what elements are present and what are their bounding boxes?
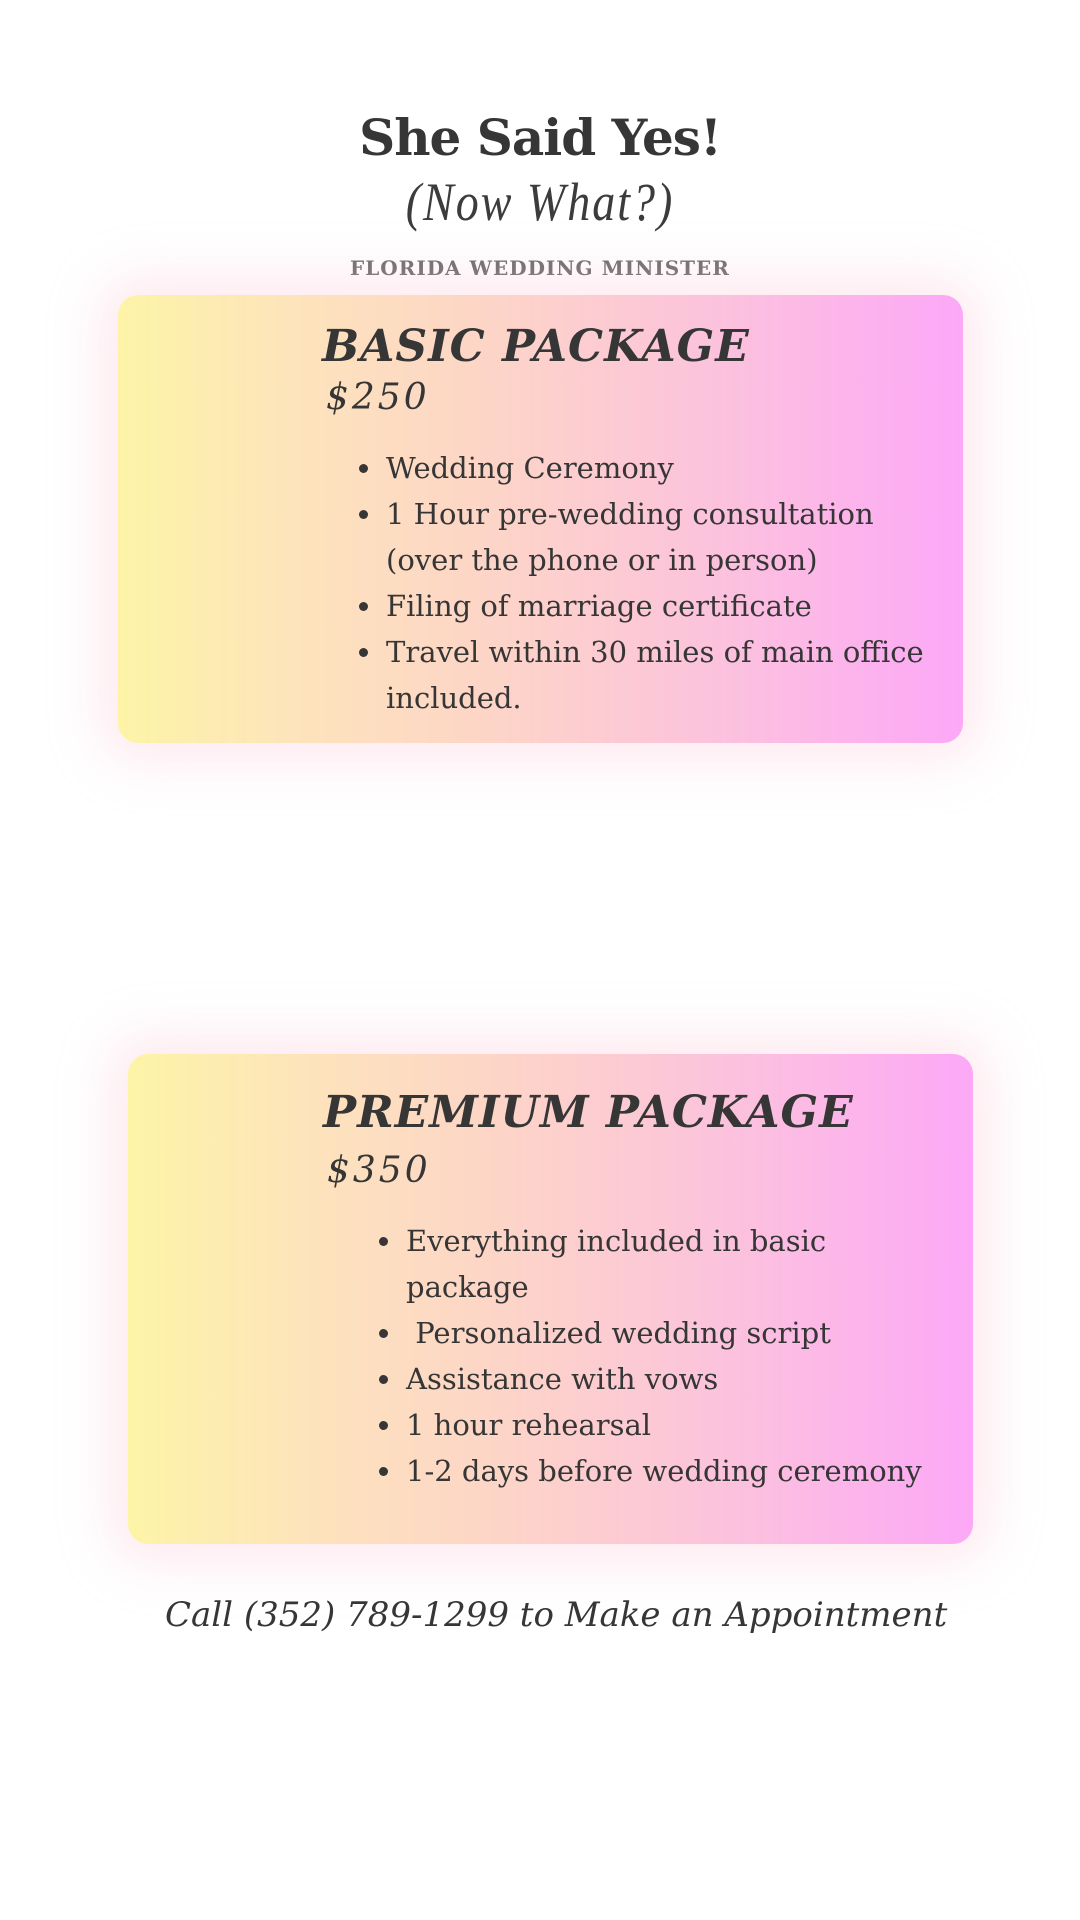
package-title: BASIC PACKAGE (322, 321, 750, 372)
page-tagline: FLORIDA WEDDING MINISTER (350, 256, 730, 280)
feature-item: • Wedding Ceremony (384, 445, 944, 491)
package-feature-list (376, 1218, 924, 1494)
package-title: PREMIUM PACKAGE (323, 1087, 854, 1138)
premium-package-card (128, 1054, 973, 1544)
package-price: $250 (326, 377, 430, 418)
feature-item: • 1 hour rehearsal (404, 1402, 924, 1448)
basic-package-card (118, 295, 963, 743)
page-subheadline: (Now What?) (405, 171, 675, 232)
feature-item: • Travel within 30 miles of main office included. (384, 629, 944, 721)
call-to-action: Call (352) 789-1299 to Make an Appointment (165, 1595, 948, 1635)
feature-item: • 1 Hour pre-wedding consultation (over the phone or in person) (384, 491, 944, 583)
feature-item: • Assistance with vows (404, 1356, 924, 1402)
feature-item: • Filing of marriage certificate (384, 583, 944, 629)
package-feature-list (356, 445, 944, 721)
feature-item: • 1-2 days before wedding ceremony (404, 1448, 924, 1494)
package-price: $350 (327, 1150, 431, 1191)
page-headline: She Said Yes! (359, 108, 721, 167)
feature-item: • Everything included in basic package (404, 1218, 924, 1310)
feature-item: • Personalized wedding script (404, 1310, 924, 1356)
